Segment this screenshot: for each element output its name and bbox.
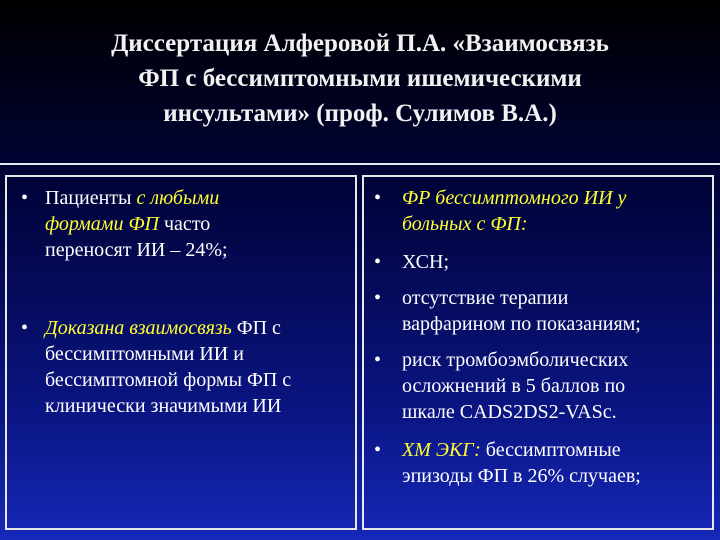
item4-line1: риск тромбоэмболических (402, 349, 629, 371)
right-bullet-item-3 (374, 285, 710, 337)
item1-emphasis-1: с любыми (136, 187, 220, 209)
item4-line2: осложнений в 5 баллов по (402, 375, 626, 397)
item2-suffix: ФП с (231, 317, 281, 339)
risk-factors-heading-2: больных с ФП: (402, 213, 528, 235)
right-bullet-item-1 (374, 185, 710, 237)
left-bullet-item-1 (21, 185, 351, 263)
item4-line3: шкале CADS2DS2-VASc. (402, 401, 617, 423)
left-bullet-item-2 (21, 315, 351, 419)
bullet-icon: • (374, 349, 382, 371)
item1-prefix: Пациенты (45, 187, 137, 209)
right-bullet-item-4 (374, 347, 710, 425)
left-column (5, 175, 357, 530)
item2-line3: бессимптомной формы ФП с (45, 369, 292, 391)
bullet-icon: • (374, 287, 382, 309)
item2-line2: бессимптомными ИИ и (45, 343, 244, 365)
right-bullet-item-2 (374, 249, 710, 275)
item2-emphasis: Доказана взаимосвязь (45, 317, 232, 339)
title-divider (0, 163, 720, 165)
slide-title (40, 26, 680, 131)
item3-line2: варфарином по показаниям; (402, 313, 641, 335)
right-column (362, 175, 714, 530)
right-bullet-item-5 (374, 437, 710, 489)
bullet-icon: • (21, 187, 29, 209)
item2-line4: клинически значимыми ИИ (45, 395, 282, 417)
bullet-icon: • (374, 439, 382, 461)
item5-suffix: бессимптомные (480, 439, 621, 461)
item5-line2: эпизоды ФП в 26% случаев; (402, 465, 641, 487)
bullet-icon: • (21, 317, 29, 339)
bullet-icon: • (374, 251, 382, 273)
item3-line1: отсутствие терапии (402, 287, 569, 309)
item1-line3: переносят ИИ – 24%; (45, 239, 228, 261)
title-line-1: Диссертация Алферовой П.А. «Взаимосвязь (111, 30, 609, 57)
title-line-2: ФП с бессимптомными ишемическими (138, 65, 582, 92)
title-line-3: инсультами» (проф. Сулимов В.А.) (163, 100, 557, 127)
item-xsn: ХСН; (402, 251, 450, 273)
item1-suffix: часто (159, 213, 211, 235)
item5-emphasis: ХМ ЭКГ: (402, 439, 481, 461)
bullet-icon: • (374, 187, 382, 209)
item1-emphasis-2: формами ФП (45, 213, 159, 235)
risk-factors-heading-1: ФР бессимптомного ИИ у (402, 187, 627, 209)
